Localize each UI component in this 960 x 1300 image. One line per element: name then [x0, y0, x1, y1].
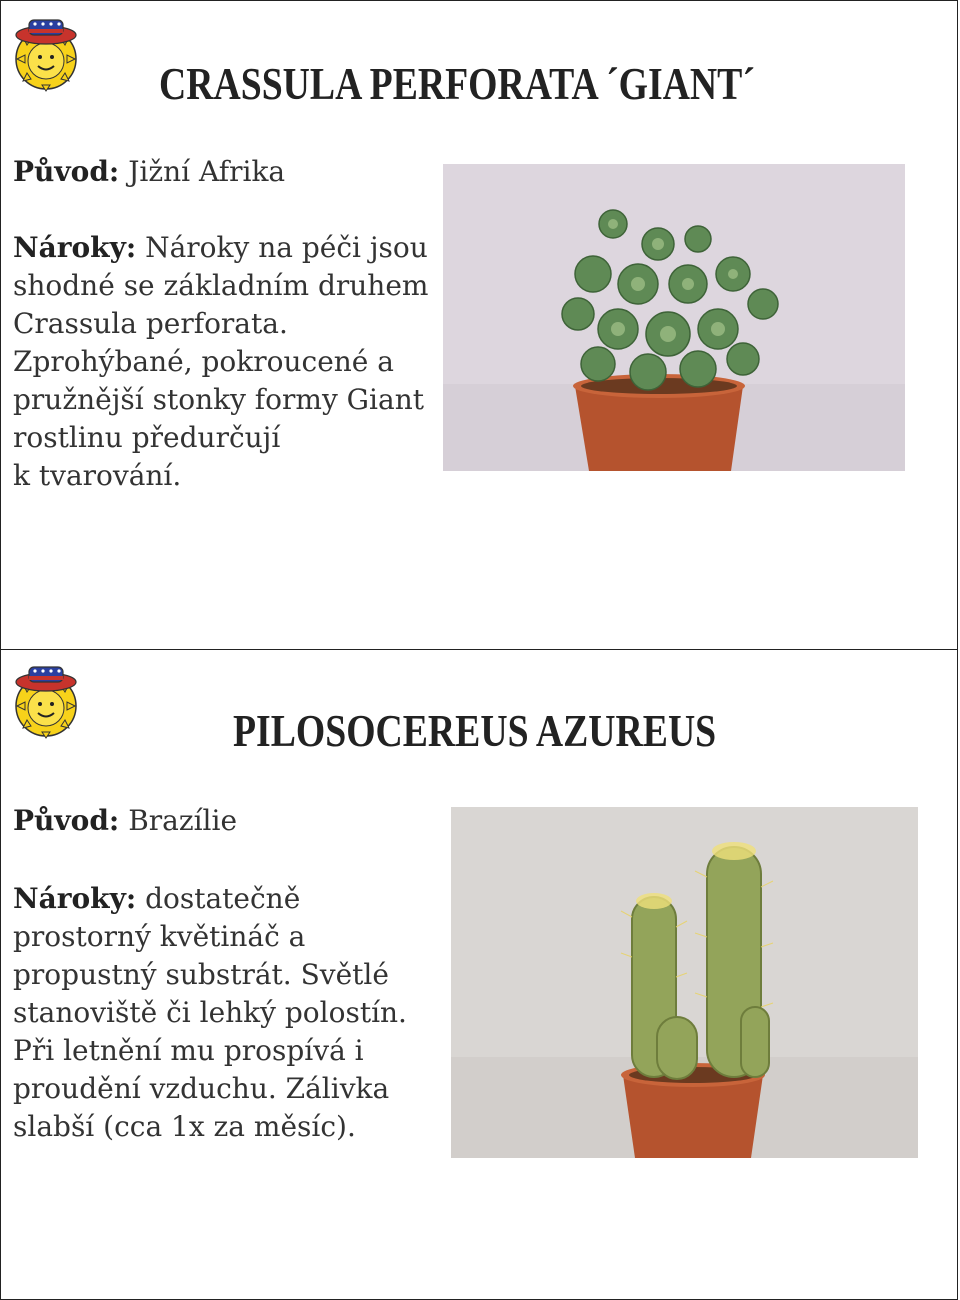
origin-value: Brazílie	[128, 804, 238, 837]
needs-label: Nároky:	[13, 231, 137, 264]
origin-value: Jižní Afrika	[128, 155, 286, 188]
needs-line: Nároky: dostatečně	[13, 882, 301, 915]
plant-card-crassula	[0, 0, 958, 650]
needs-paragraph	[13, 880, 433, 1146]
sun-mascot-logo-icon	[5, 658, 87, 740]
origin-label: Původ:	[13, 804, 120, 837]
plant-card-pilosocereus	[0, 649, 958, 1300]
needs-line: slabší (cca 1x za měsíc).	[13, 1110, 356, 1143]
needs-line: Crassula perforata.	[13, 307, 288, 340]
needs-line: prostorný květináč a	[13, 920, 306, 953]
needs-line: rostlinu předurčují	[13, 421, 281, 454]
plant-title: PILOSOCEREUS AZUREUS	[233, 705, 717, 756]
needs-line: propustný substrát. Světlé	[13, 958, 389, 991]
crassula-plant-photo	[443, 164, 905, 471]
needs-label: Nároky:	[13, 882, 137, 915]
origin-line	[13, 153, 285, 191]
plant-title: CRASSULA PERFORATA ´GIANT´	[159, 58, 755, 109]
needs-line: Při letnění mu prospívá i	[13, 1034, 364, 1067]
needs-paragraph	[13, 229, 443, 495]
needs-line: Nároky: Nároky na péči jsou	[13, 231, 428, 264]
needs-line: stanoviště či lehký polostín.	[13, 996, 407, 1029]
needs-line: Zprohýbané, pokroucené a	[13, 345, 394, 378]
needs-line: pružnější stonky formy Giant	[13, 383, 424, 416]
needs-line: proudění vzduchu. Zálivka	[13, 1072, 390, 1105]
needs-line: k tvarování.	[13, 459, 182, 492]
sun-mascot-logo-icon	[5, 11, 87, 93]
origin-line	[13, 802, 237, 840]
origin-label: Původ:	[13, 155, 120, 188]
needs-line: shodné se základním druhem	[13, 269, 429, 302]
cactus-plant-photo	[451, 807, 918, 1158]
